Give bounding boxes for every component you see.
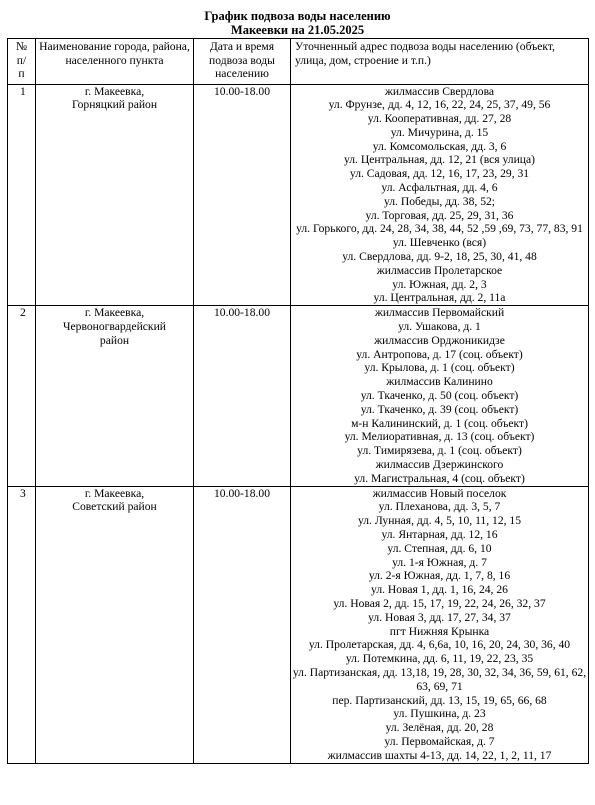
address-line: ул. Новая 3, дд. 17, 27, 34, 37 — [368, 610, 511, 624]
address-line: пгт Нижняя Крынка — [389, 624, 490, 638]
address-line: ул. Тимирязева, д. 1 (соц. объект) — [357, 444, 522, 458]
row-number: 1 — [8, 84, 36, 306]
address-line: жилмассив Пролетарское — [376, 263, 503, 277]
address-line: жилмассив Дзержинского — [375, 458, 504, 472]
address-line: ул. Крылова, д. 1 (соц. объект) — [364, 361, 515, 375]
address-line: ул. Садовая, дд. 12, 16, 17, 23, 29, 31 — [349, 167, 530, 181]
header-number — [8, 39, 36, 85]
row-district-name: г. Макеевка, Горняцкий район — [36, 84, 194, 306]
address-line: ул. Антропова, д. 17 (соц. объект) — [356, 347, 523, 361]
row-address-list — [291, 84, 589, 306]
header-date-label: Дата и время подвоза воды населению — [209, 40, 275, 80]
row-address-list — [291, 486, 589, 763]
address-line: ул. Партизанская, дд. 13,18, 19, 28, 30, 32, 34, 36, 59, 61, 62, 63, 69, 71 — [292, 665, 587, 693]
address-line: ул. 2-я Южная, дд. 1, 7, 8, 16 — [368, 569, 511, 583]
address-line: ул. Горького, дд. 24, 28, 34, 38, 44, 52 ,59 ,69, 73, 77, 83, 91 — [296, 222, 583, 236]
address-line: ул. Асфальтная, дд. 4, 6 — [381, 181, 498, 195]
header-number-label: № п/ п — [15, 40, 28, 80]
address-line: ул. Первомайская, д. 7 — [384, 734, 495, 748]
address-line: ул. Плеханова, дд. 3, 5, 7 — [378, 500, 501, 514]
address-line: ул. Зелёная, дд. 20, 28 — [385, 721, 494, 735]
address-line: ул. Пролетарская, дд. 4, 6,6а, 10, 16, 20, 24, 30, 36, 40 — [308, 638, 571, 652]
address-line: пер. Партизанский, дд. 13, 15, 19, 65, 66, 68 — [332, 693, 547, 707]
address-line: жилмассив Калинино — [386, 375, 493, 389]
address-line: ул. Янтарная, дд. 12, 16 — [381, 528, 498, 541]
table-row — [8, 84, 589, 306]
row-address-list — [291, 306, 589, 486]
row-number: 2 — [8, 306, 36, 486]
address-line: жилмассив Первомайский — [374, 306, 505, 320]
address-line: ул. Ткаченко, д. 50 (соц. объект) — [360, 389, 519, 403]
address-line: ул. Кооперативная, дд. 27, 28 — [367, 112, 512, 126]
address-line: ул. Шевченко (вся) — [392, 236, 487, 250]
row-number: 3 — [8, 486, 36, 763]
document-subtitle: Макеевки на 21.05.2025 — [230, 23, 365, 37]
address-line: ул. 1-я Южная, д. 7 — [392, 555, 487, 569]
address-line: жилмассив Свердлова — [384, 84, 495, 98]
schedule-table — [7, 38, 589, 764]
address-line: жилмассив Орджоникидзе — [374, 333, 505, 347]
address-line: жилмассив Новый поселок — [372, 486, 507, 500]
address-line: ул. Фрунзе, дд. 4, 12, 16, 22, 24, 25, 37, 49, 56 — [328, 98, 551, 112]
address-line: ул. Ткаченко, д. 39 (соц. объект) — [360, 402, 519, 416]
address-line: ул. Центральная, дд. 2, 11а — [373, 291, 506, 305]
address-line: ул. Южная, дд. 2, 3 — [392, 277, 487, 291]
address-line: ул. Ушакова, д. 1 — [398, 320, 481, 334]
address-line: ул. Потемкина, дд. 6, 11, 19, 22, 23, 35 — [345, 652, 534, 666]
row-time: 10.00-18.00 — [194, 306, 291, 486]
table-body — [8, 84, 589, 763]
address-line: ул. Мелиоративная, д. 13 (соц. объект) — [344, 430, 535, 444]
address-line: ул. Магистральная, 4 (соц. объект) — [354, 471, 525, 485]
table-header-row — [8, 39, 589, 85]
address-line: м-н Калининский, д. 1 (соц. объект) — [351, 416, 528, 430]
row-time: 10.00-18.00 — [194, 486, 291, 763]
address-line: ул. Новая 2, дд. 15, 17, 19, 22, 24, 26, 32, 37 — [333, 596, 546, 610]
address-line: ул. Свердлова, дд. 9-2, 18, 25, 30, 41, 48 — [342, 250, 537, 264]
address-line: ул. Центральная, дд. 12, 21 (вся улица) — [343, 153, 535, 167]
row-time: 10.00-18.00 — [194, 84, 291, 306]
address-line: ул. Лунная, дд. 4, 5, 10, 11, 12, 15 — [357, 514, 522, 528]
header-address — [291, 39, 589, 85]
header-date — [194, 39, 291, 85]
address-line: ул. Торговая, дд. 25, 29, 31, 36 — [365, 208, 514, 222]
address-line: ул. Новая 1, дд. 1, 16, 24, 26 — [371, 583, 508, 597]
row-district-name: г. Макеевка, Червоногвардейский район — [36, 306, 194, 486]
table-row — [8, 486, 589, 763]
address-line: ул. Победы, дд. 38, 52; — [383, 194, 496, 208]
header-name — [36, 39, 194, 85]
header-address-label: Уточненный адрес подвоза воды населению (объект, улица, дом, строение и т.п.) — [295, 40, 555, 67]
address-line: ул. Мичурина, д. 15 — [390, 125, 489, 139]
document-title: График подвоза воды населению — [204, 9, 391, 23]
row-district-name: г. Макеевка, Советский район — [36, 486, 194, 763]
address-line: ул. Степная, дд. 6, 10 — [387, 541, 492, 555]
table-row — [8, 306, 589, 486]
address-line: жилмассив шахты 4-13, дд. 14, 22, 1, 2, 11, 17 — [327, 748, 552, 762]
address-line: ул. Пушкина, д. 23 — [393, 707, 486, 721]
header-name-label: Наименование города, района, населенного пункта — [39, 40, 190, 67]
address-line: ул. Комсомольская, дд. 3, 6 — [372, 139, 507, 153]
